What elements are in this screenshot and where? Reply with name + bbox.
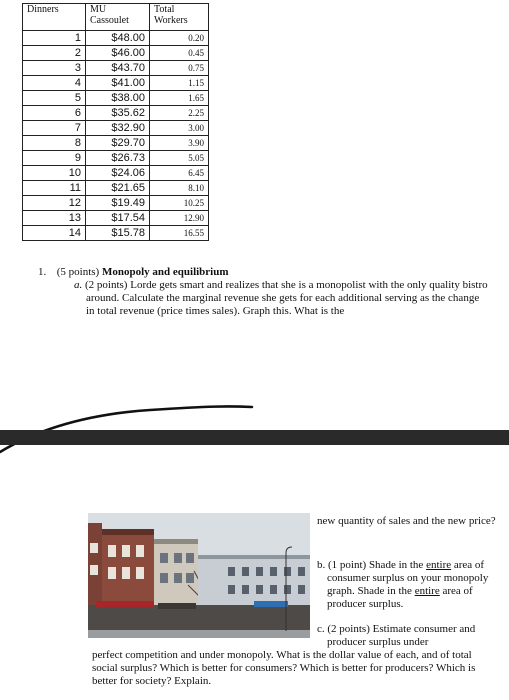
part-c-rest <box>92 649 487 688</box>
table-header-row <box>23 4 209 31</box>
part-b-underline-1: entire <box>426 559 452 571</box>
question-number: 1. <box>38 266 47 278</box>
table-row <box>23 196 209 211</box>
street-buildings-photo <box>88 513 310 638</box>
table-row <box>23 91 209 106</box>
question-title: Monopoly and equilibrium <box>101 266 229 278</box>
table-row <box>23 211 209 226</box>
cell-dinner: 10 <box>23 166 86 181</box>
cell-mu: $41.00 <box>86 76 150 91</box>
part-a-label: a. <box>74 279 83 291</box>
cell-total: 6.45 <box>150 166 209 181</box>
cell-mu: $32.90 <box>86 121 150 136</box>
cell-total: 5.05 <box>150 151 209 166</box>
cell-total: 3.90 <box>150 136 209 151</box>
part-b <box>317 559 497 611</box>
part-c-label: c. <box>317 623 325 635</box>
cell-dinner: 8 <box>23 136 86 151</box>
table-row <box>23 31 209 46</box>
table-row <box>23 61 209 76</box>
cell-total: 16.55 <box>150 226 209 241</box>
cell-dinner: 11 <box>23 181 86 196</box>
cell-dinner: 7 <box>23 121 86 136</box>
cell-mu: $29.70 <box>86 136 150 151</box>
part-b-post: area of producer surplus. <box>327 585 473 610</box>
part-b-paragraph <box>317 559 497 611</box>
table-row <box>23 121 209 136</box>
part-b-pre: (1 point) Shade in the <box>328 559 424 571</box>
cell-total: 1.65 <box>150 91 209 106</box>
table-row <box>23 106 209 121</box>
cell-total: 2.25 <box>150 106 209 121</box>
cell-mu: $35.62 <box>86 106 150 121</box>
page-divider-bar <box>0 430 509 445</box>
cell-mu: $43.70 <box>86 61 150 76</box>
cell-dinner: 6 <box>23 106 86 121</box>
table-row <box>23 136 209 151</box>
table-row <box>23 76 209 91</box>
cell-total: 3.00 <box>150 121 209 136</box>
cell-dinner: 14 <box>23 226 86 241</box>
part-c-first-text: (2 points) Estimate consumer and producer surplus under <box>327 623 476 648</box>
pen-stroke-curve <box>0 390 260 460</box>
cell-dinner: 4 <box>23 76 86 91</box>
part-a <box>74 279 488 318</box>
cell-mu: $46.00 <box>86 46 150 61</box>
part-b-label: b. <box>317 559 326 571</box>
cell-mu: $19.49 <box>86 196 150 211</box>
cell-dinner: 5 <box>23 91 86 106</box>
cell-mu: $24.06 <box>86 166 150 181</box>
data-table <box>22 3 209 241</box>
table-row <box>23 151 209 166</box>
cell-total: 0.45 <box>150 46 209 61</box>
cell-total: 0.75 <box>150 61 209 76</box>
table-row <box>23 166 209 181</box>
header-mu-cassoulet <box>86 4 150 31</box>
header-dinners: Dinners <box>23 4 86 31</box>
question-1-heading <box>38 266 488 279</box>
part-a-text: (2 points) Lorde gets smart and realizes that she is a monopolist with the only quality bistro around. Calculate the marginal revenue she gets for each additional serving as the change in total revenue (price times sales). Graph this. What is the <box>85 279 488 317</box>
table-row <box>23 46 209 61</box>
header-mu-text: MU Cassoulet <box>90 4 129 26</box>
cell-total: 8.10 <box>150 181 209 196</box>
cell-dinner: 9 <box>23 151 86 166</box>
part-a-continued-text: new quantity of sales and the new price? <box>317 515 496 527</box>
cell-total: 10.25 <box>150 196 209 211</box>
cell-mu: $48.00 <box>86 31 150 46</box>
question-block <box>38 266 488 318</box>
part-c-first <box>317 623 497 649</box>
cell-dinner: 3 <box>23 61 86 76</box>
cell-dinner: 1 <box>23 31 86 46</box>
part-b-mid: area of consumer surplus on your monopoly graph. Shade in the <box>327 559 489 597</box>
header-total-text: Total Workers <box>154 4 188 26</box>
question-points: (5 points) <box>56 266 100 278</box>
table-body <box>23 31 209 241</box>
table-row <box>23 181 209 196</box>
cell-dinner: 13 <box>23 211 86 226</box>
part-c-start <box>317 623 497 649</box>
part-c-rest-text: perfect competition and under monopoly. What is the dollar value of each, and of total social surplus? Which is better for consumers? Which is better for producers? Which is better for society? Explain. <box>92 649 476 687</box>
header-total-workers <box>150 4 209 31</box>
cell-total: 12.90 <box>150 211 209 226</box>
cell-mu: $17.54 <box>86 211 150 226</box>
part-b-underline-2: entire <box>414 585 440 597</box>
part-a-continued <box>317 515 497 528</box>
cell-dinner: 12 <box>23 196 86 211</box>
cell-dinner: 2 <box>23 46 86 61</box>
table-row <box>23 226 209 241</box>
cell-mu: $26.73 <box>86 151 150 166</box>
cell-mu: $21.65 <box>86 181 150 196</box>
cell-mu: $15.78 <box>86 226 150 241</box>
cell-total: 0.20 <box>150 31 209 46</box>
cell-total: 1.15 <box>150 76 209 91</box>
cell-mu: $38.00 <box>86 91 150 106</box>
